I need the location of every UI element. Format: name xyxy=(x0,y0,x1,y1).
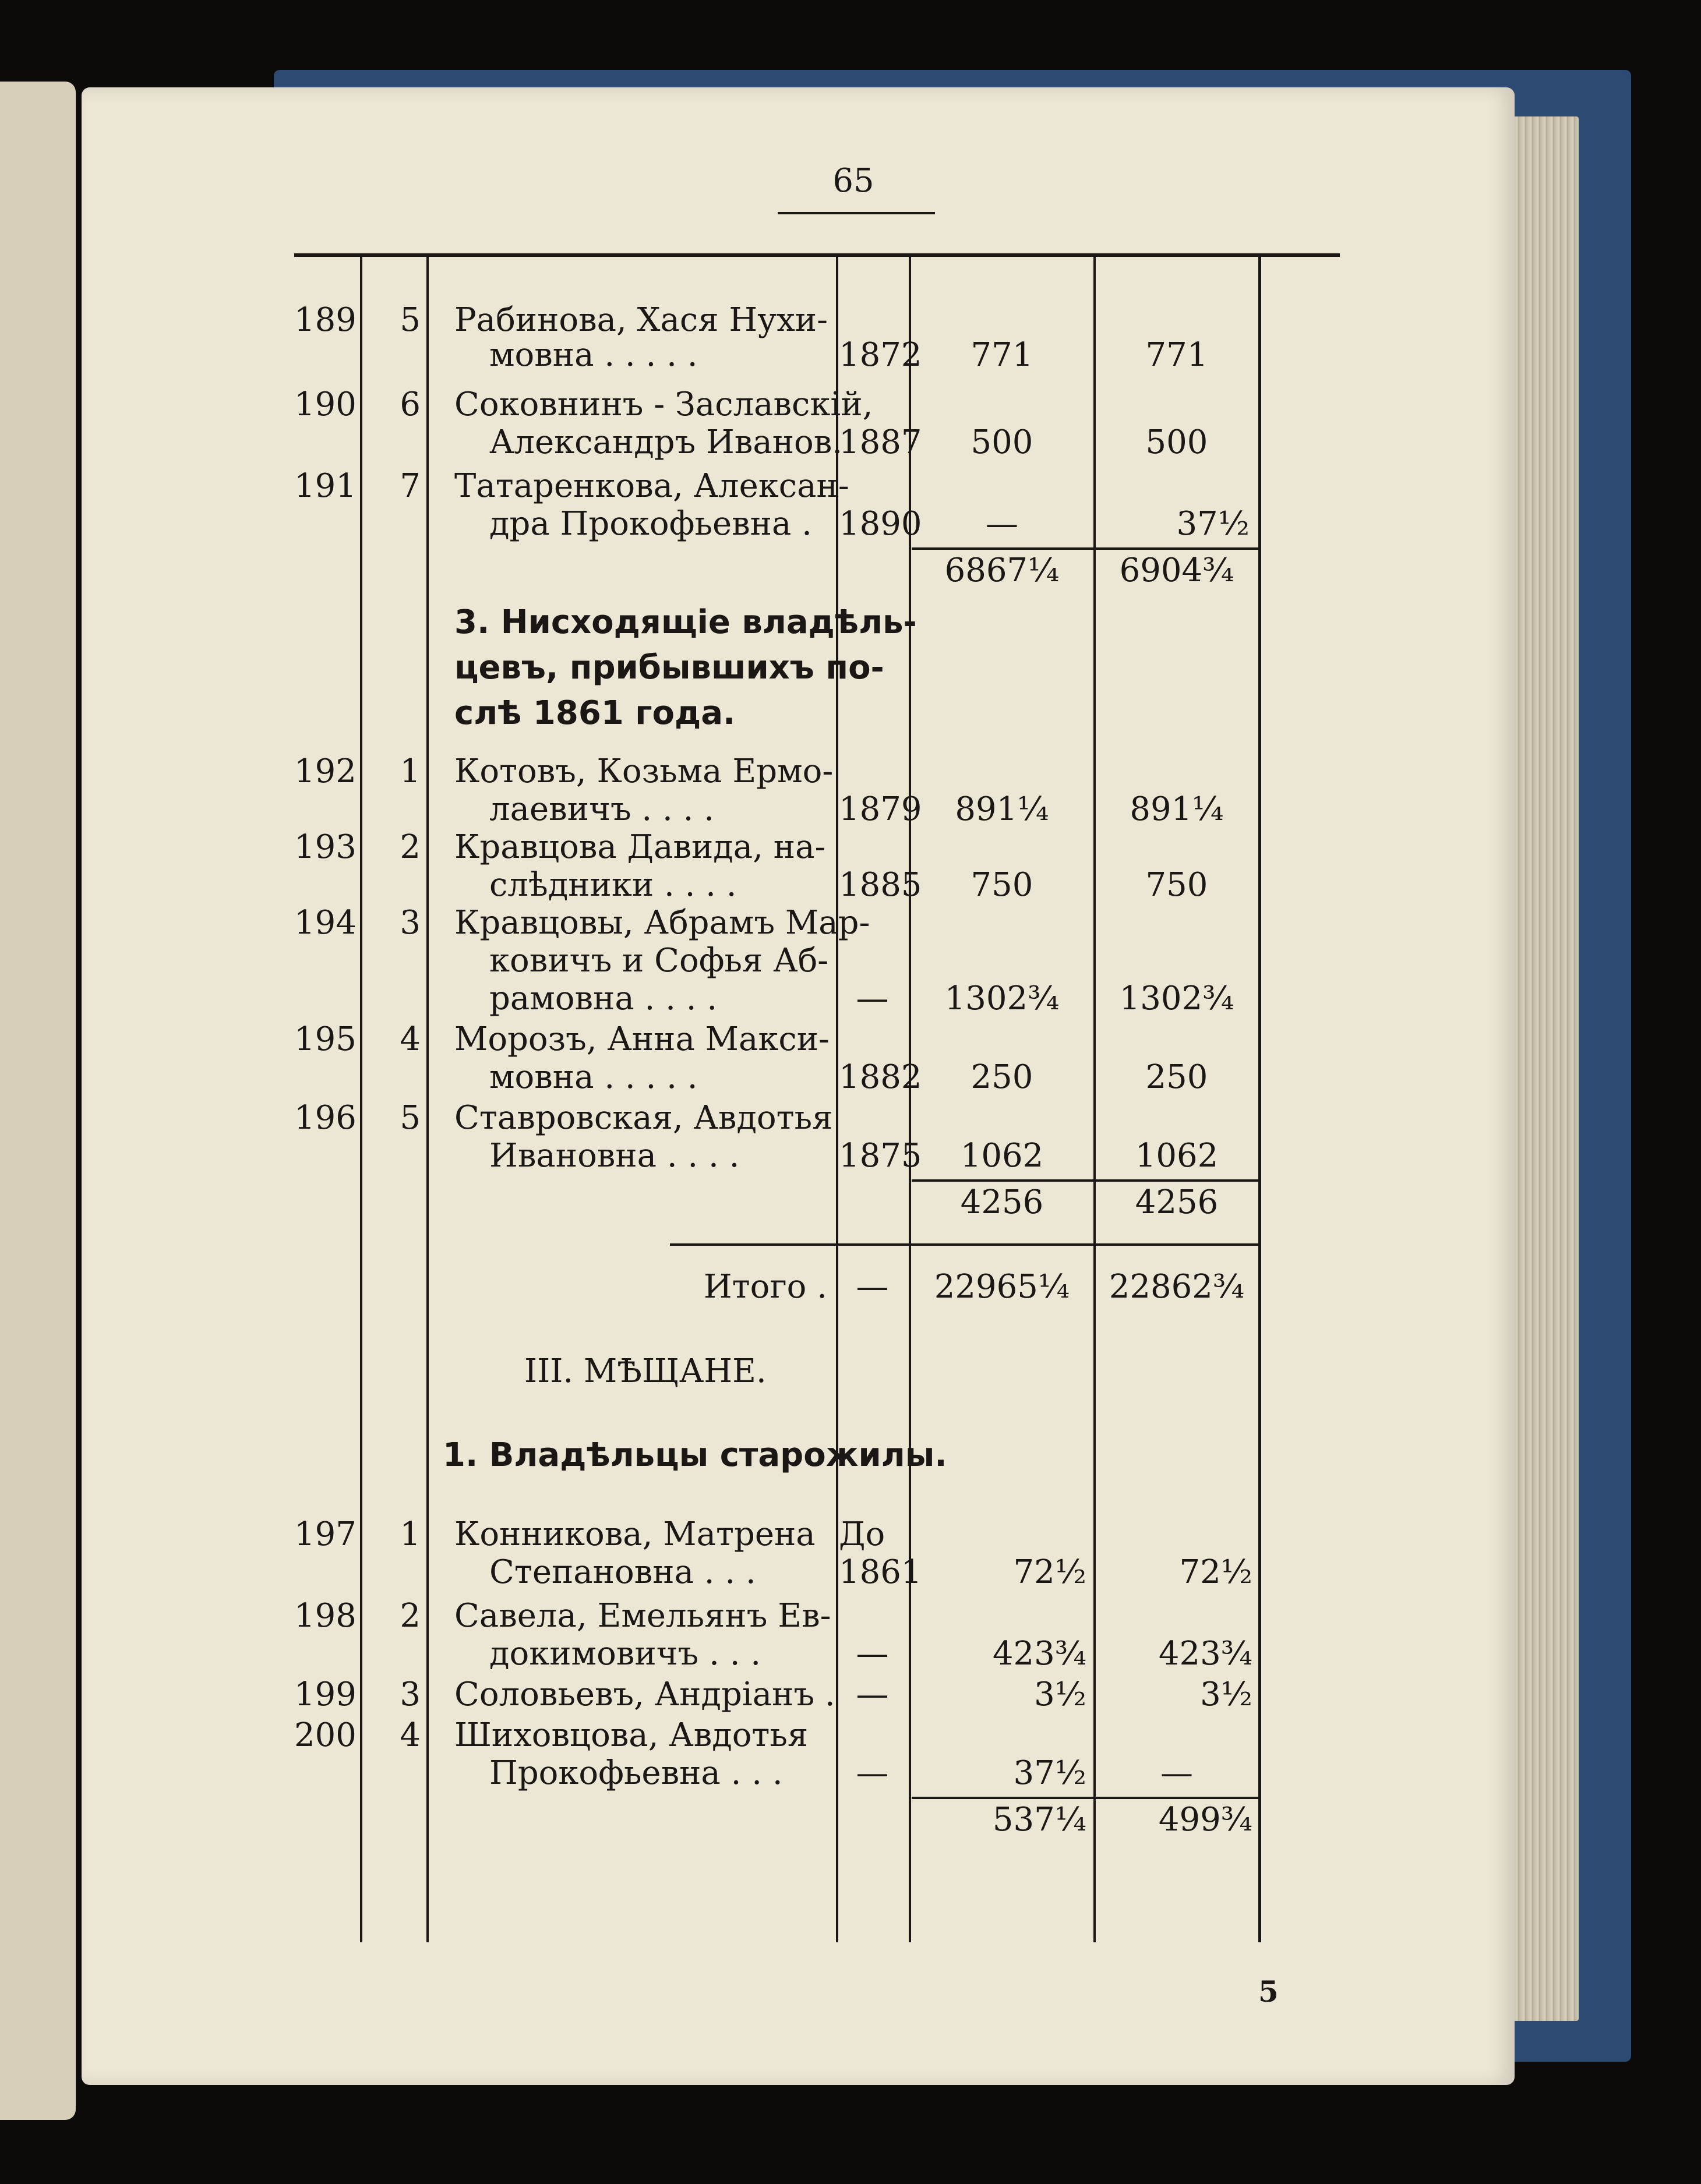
row-index: 2 xyxy=(400,1597,421,1635)
value-a: 250 xyxy=(971,1058,1033,1096)
owner-name: Александръ Иванов. xyxy=(489,423,843,461)
book-page xyxy=(82,87,1515,2085)
column-divider xyxy=(1093,253,1096,1942)
row-index: 3 xyxy=(400,1676,421,1713)
year: 1875 xyxy=(839,1137,922,1175)
owner-name: рамовна . . . . xyxy=(489,980,718,1017)
owner-name: мовна . . . . . xyxy=(489,336,698,374)
section-heading: 1. Владѣльцы старожилы. xyxy=(443,1436,947,1474)
year: 1861 xyxy=(839,1553,922,1591)
section-heading: слѣ 1861 года. xyxy=(454,694,736,732)
total-rule xyxy=(670,1243,1258,1246)
subtotal-rule xyxy=(912,547,1258,550)
year: 1887 xyxy=(839,423,922,461)
value-a: 37½ xyxy=(1013,1754,1086,1792)
value-b: 423¾ xyxy=(1158,1635,1252,1673)
row-index: 4 xyxy=(400,1716,421,1754)
table-top-rule xyxy=(294,253,1340,257)
row-index: 4 xyxy=(400,1020,421,1058)
row-number: 197 xyxy=(294,1515,357,1553)
year: — xyxy=(856,980,889,1017)
owner-name: Кравцовы, Абрамъ Мар- xyxy=(454,904,870,942)
row-index: 2 xyxy=(400,828,421,866)
signature-mark: 5 xyxy=(1258,1974,1279,2009)
subtotal-rule xyxy=(912,1179,1258,1182)
row-number: 194 xyxy=(294,904,357,942)
owner-name: дра Прокофьевна . xyxy=(489,505,812,543)
page-number-rule xyxy=(778,212,935,214)
value-a: 771 xyxy=(971,336,1033,374)
subtotal-b: 499¾ xyxy=(1158,1801,1252,1839)
owner-name: Савела, Емельянъ Ев- xyxy=(454,1597,831,1635)
total-a: 22965¼ xyxy=(934,1268,1070,1306)
row-number: 199 xyxy=(294,1676,357,1713)
year: 1879 xyxy=(839,790,922,828)
row-number: 191 xyxy=(294,467,357,505)
value-a: 891¼ xyxy=(955,790,1049,828)
value-b: 37½ xyxy=(1176,505,1250,543)
year: — xyxy=(856,1635,889,1673)
section-heading: 3. Нисходящіе владѣль- xyxy=(454,603,917,641)
owner-name: Ставровская, Авдотья xyxy=(454,1099,833,1137)
owner-name: мовна . . . . . xyxy=(489,1058,698,1096)
row-index: 3 xyxy=(400,904,421,942)
row-number: 200 xyxy=(294,1716,357,1754)
value-b: 1062 xyxy=(1135,1137,1219,1175)
section-heading: цевъ, прибывшихъ по- xyxy=(454,649,884,687)
row-number: 192 xyxy=(294,752,357,790)
owner-name: Кравцова Давида, на- xyxy=(454,828,826,866)
row-number: 189 xyxy=(294,301,357,339)
value-a: 423¾ xyxy=(992,1635,1086,1673)
value-b: 72½ xyxy=(1179,1553,1252,1591)
total-b: 22862¾ xyxy=(1109,1268,1245,1306)
value-b: 3½ xyxy=(1200,1676,1252,1713)
value-a: 500 xyxy=(971,423,1033,461)
page-number: 65 xyxy=(832,162,874,200)
row-number: 198 xyxy=(294,1597,357,1635)
total-year: — xyxy=(856,1268,889,1306)
owner-name: Котовъ, Козьма Ермо- xyxy=(454,752,834,790)
row-number: 196 xyxy=(294,1099,357,1137)
column-divider xyxy=(426,253,429,1942)
value-a: 3½ xyxy=(1034,1676,1086,1713)
year: — xyxy=(856,1676,889,1713)
value-a: 750 xyxy=(971,866,1033,904)
owner-name: лаевичъ . . . . xyxy=(489,790,715,828)
row-index: 6 xyxy=(400,386,421,423)
row-number: 190 xyxy=(294,386,357,423)
year-prefix: До xyxy=(839,1515,885,1553)
value-b: 891¼ xyxy=(1130,790,1224,828)
row-index: 1 xyxy=(400,752,421,790)
row-index: 1 xyxy=(400,1515,421,1553)
subtotal-b: 4256 xyxy=(1135,1183,1219,1221)
value-b: — xyxy=(1160,1754,1193,1792)
subtotal-rule xyxy=(912,1797,1258,1799)
owner-name: Соковнинъ - Заславскій, xyxy=(454,386,873,423)
year: 1890 xyxy=(839,505,922,543)
subtotal-a: 537¼ xyxy=(992,1801,1086,1839)
value-a: — xyxy=(986,505,1018,543)
row-number: 195 xyxy=(294,1020,357,1058)
value-b: 771 xyxy=(1145,336,1208,374)
year: 1882 xyxy=(839,1058,922,1096)
owner-name: Шиховцова, Авдотья xyxy=(454,1716,809,1754)
owner-name: ковичъ и Софья Аб- xyxy=(489,942,829,980)
owner-name: Татаренкова, Алексан- xyxy=(454,467,849,505)
total-label: Итого . xyxy=(703,1268,827,1306)
column-divider xyxy=(836,253,838,1942)
owner-name: Соловьевъ, Андріанъ . xyxy=(454,1676,835,1713)
owner-name: Ивановна . . . . xyxy=(489,1137,740,1175)
row-index: 5 xyxy=(400,1099,421,1137)
owner-name: Морозъ, Анна Макси- xyxy=(454,1020,830,1058)
year: — xyxy=(856,1754,889,1792)
owner-name: Рабинова, Хася Нухи- xyxy=(454,301,828,339)
value-a: 1062 xyxy=(960,1137,1044,1175)
subtotal-b: 6904¾ xyxy=(1119,552,1234,589)
row-index: 7 xyxy=(400,467,421,505)
year: 1885 xyxy=(839,866,922,904)
left-page-edge xyxy=(0,82,76,2120)
year: 1872 xyxy=(839,336,922,374)
owner-name: Конникова, Матрена xyxy=(454,1515,816,1553)
owner-name: Степановна . . . xyxy=(489,1553,756,1591)
owner-name: слѣдники . . . . xyxy=(489,866,737,904)
owner-name: докимовичъ . . . xyxy=(489,1635,761,1673)
value-b: 250 xyxy=(1145,1058,1208,1096)
subtotal-a: 4256 xyxy=(960,1183,1044,1221)
row-index: 5 xyxy=(400,301,421,339)
subtotal-a: 6867¼ xyxy=(944,552,1060,589)
row-number: 193 xyxy=(294,828,357,866)
value-a: 1302¾ xyxy=(944,980,1060,1017)
owner-name: Прокофьевна . . . xyxy=(489,1754,783,1792)
section-heading: III. МѢЩАНЕ. xyxy=(524,1352,767,1390)
column-divider xyxy=(1258,253,1261,1942)
value-b: 1302¾ xyxy=(1119,980,1234,1017)
value-a: 72½ xyxy=(1013,1553,1086,1591)
value-b: 750 xyxy=(1145,866,1208,904)
value-b: 500 xyxy=(1145,423,1208,461)
